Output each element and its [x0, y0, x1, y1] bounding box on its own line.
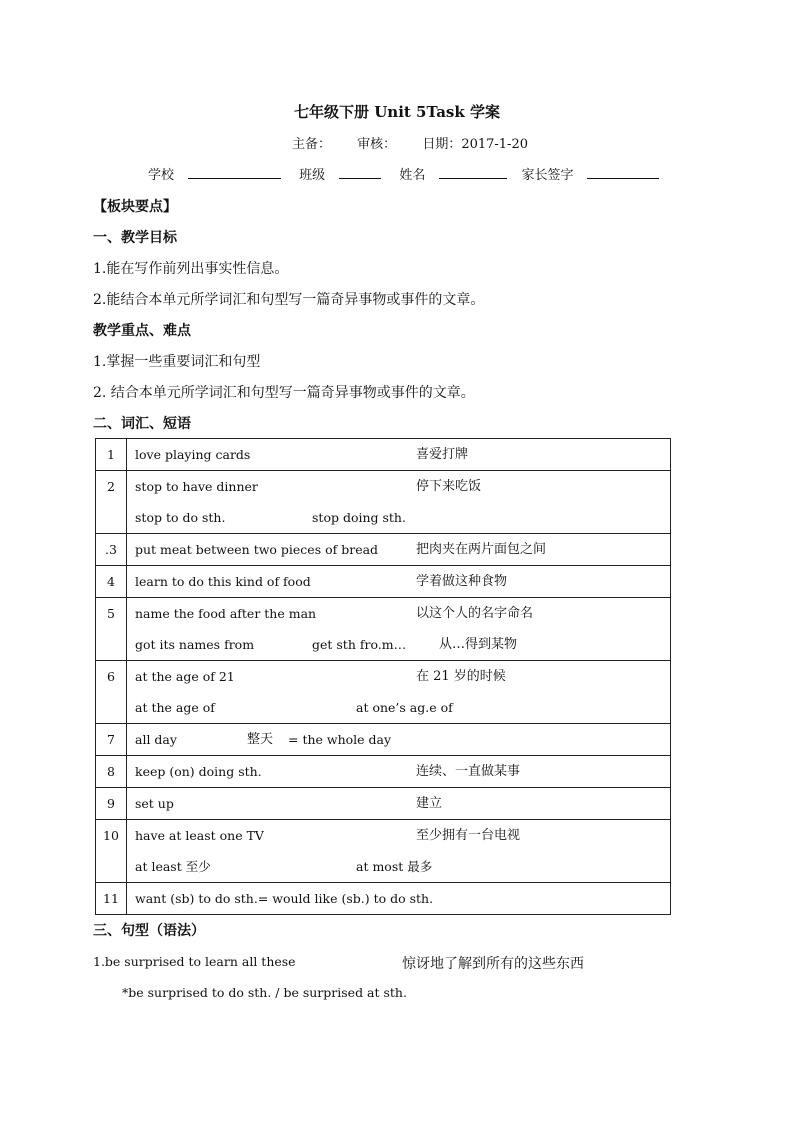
page-title: 七年级下册 Unit 5Task 学案 [293, 103, 500, 121]
focus-1: 1.掌握一些重要词汇和句型 [93, 354, 261, 370]
phrase-en: put meat between two pieces of bread [135, 542, 379, 557]
phrase-en: want (sb) to do sth.= would like (sb.) to do sth. [135, 891, 434, 906]
focus-heading: 教学重点、难点 [93, 323, 191, 339]
school-blank[interactable] [188, 166, 281, 179]
phrase-en: got its names from [135, 637, 255, 652]
row-number: 1 [107, 447, 115, 462]
author-label: 主备： [292, 137, 332, 152]
phrase-en: = the whole day [288, 732, 392, 747]
grammar-1-zh: 惊讶地了解到所有的这些东西 [402, 956, 584, 972]
vocab-heading: 二、词汇、短语 [93, 416, 191, 432]
table-row [96, 661, 671, 724]
row-number: 11 [103, 891, 119, 906]
table-row [96, 883, 671, 915]
row-number: 8 [107, 764, 115, 779]
phrase-en: have at least one TV [135, 828, 264, 843]
row-number: 4 [107, 574, 115, 589]
parent-label: 家长签字 [521, 168, 574, 183]
phrase-zh: 以这个人的名字命名 [416, 606, 534, 621]
key-points-heading: 【板块要点】 [93, 199, 177, 215]
phrase-zh: 从…得到某物 [439, 637, 518, 652]
phrase-zh: 整天 [247, 732, 274, 747]
row-number: 2 [107, 479, 115, 494]
row-number: 6 [107, 669, 115, 684]
table-row [96, 756, 671, 788]
phrase-en: at one’s ag.e of [356, 700, 453, 715]
phrase-zh: 至少拥有一台电视 [416, 828, 521, 843]
phrase-en: keep (on) doing sth. [135, 764, 262, 779]
class-blank[interactable] [339, 166, 381, 179]
goals-heading: 一、教学目标 [93, 230, 177, 246]
grammar-1-en: 1.be surprised to learn all these [93, 954, 296, 969]
date-label: 日期：2017-1-20 [422, 137, 528, 152]
phrase-zh: 建立 [416, 796, 443, 811]
table-row [96, 471, 671, 534]
phrase-en: name the food after the man [135, 606, 317, 621]
goal-2: 2.能结合本单元所学词汇和句型写一篇奇异事物或事件的文章。 [93, 292, 485, 308]
focus-2: 2. 结合本单元所学词汇和句型写一篇奇异事物或事件的文章。 [93, 385, 475, 401]
parent-blank[interactable] [587, 166, 659, 179]
row-number: 5 [107, 606, 115, 621]
table-row [96, 598, 671, 661]
goal-1: 1.能在写作前列出事实性信息。 [93, 261, 289, 277]
phrase-en: all day [135, 732, 177, 747]
phrase-en: love playing cards [135, 447, 251, 462]
row-number: 9 [107, 796, 115, 811]
phrase-en: stop doing sth. [312, 510, 406, 525]
table-row [96, 820, 671, 883]
info-line [148, 164, 659, 183]
grammar-1-note: *be surprised to do sth. / be surprised at sth. [122, 985, 407, 1000]
table-row [96, 724, 671, 756]
name-label: 姓名 [399, 168, 426, 183]
phrase-zh: 停下来吃饭 [416, 479, 482, 494]
grammar-heading: 三、句型（语法） [93, 923, 205, 939]
phrase-en: learn to do this kind of food [135, 574, 311, 589]
phrase-en: at the age of 21 [135, 669, 235, 684]
phrase-en: stop to do sth. [135, 510, 226, 525]
phrase-en: at least 至少 [135, 859, 211, 874]
phrase-en: get sth fro.m… [312, 637, 407, 652]
phrase-zh: 连续、一直做某事 [416, 764, 521, 779]
phrase-zh: 在 21 岁的时候 [416, 669, 506, 684]
row-number: 10 [103, 828, 119, 843]
meta-line [292, 133, 550, 152]
reviewer-label: 审核： [357, 137, 397, 152]
phrase-zh: 学着做这种食物 [416, 574, 508, 589]
phrase-zh: 把肉夹在两片面包之间 [416, 542, 547, 557]
name-blank[interactable] [439, 166, 507, 179]
vocab-table [95, 438, 671, 915]
phrase-en: stop to have dinner [135, 479, 258, 494]
school-label: 学校 [148, 168, 175, 183]
class-label: 班级 [299, 168, 326, 183]
table-row [96, 439, 671, 471]
phrase-en: set up [135, 796, 174, 811]
row-number: 7 [107, 732, 115, 747]
table-row [96, 534, 671, 566]
row-number: .3 [105, 542, 117, 557]
table-row [96, 788, 671, 820]
phrase-en: at most 最多 [356, 859, 433, 874]
phrase-en: at the age of [135, 700, 215, 715]
phrase-zh: 喜爱打牌 [416, 447, 469, 462]
table-row [96, 566, 671, 598]
